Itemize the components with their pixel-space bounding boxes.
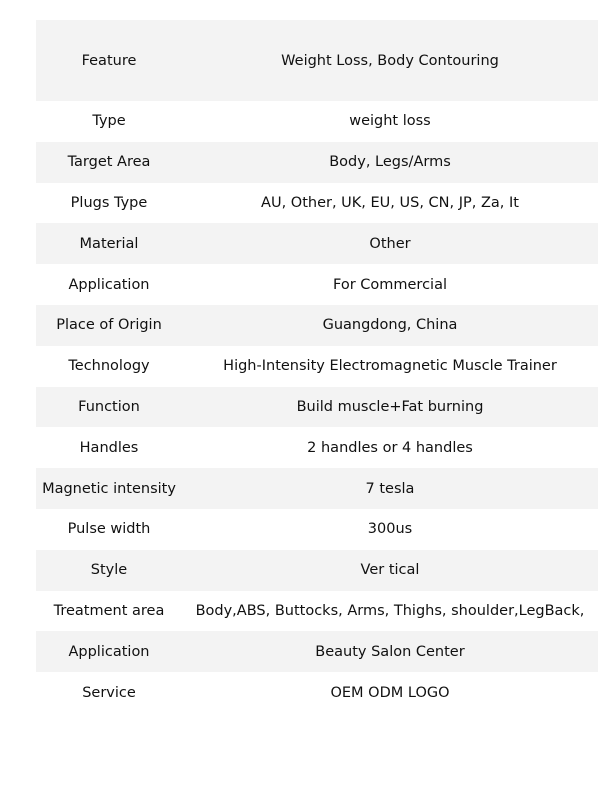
spec-label: Function bbox=[36, 387, 182, 428]
spec-label: Pulse width bbox=[67, 521, 151, 538]
table-row bbox=[36, 264, 598, 305]
table-row bbox=[36, 427, 598, 468]
table-row bbox=[36, 223, 598, 264]
spec-label: Target Area bbox=[36, 142, 182, 183]
table-row bbox=[36, 346, 598, 387]
spec-label: Feature bbox=[36, 20, 182, 101]
table-row bbox=[36, 387, 598, 428]
spec-label: Material bbox=[36, 223, 182, 264]
spec-label: Handles bbox=[79, 439, 139, 456]
table-row bbox=[36, 183, 598, 224]
spec-label: Application bbox=[68, 276, 150, 293]
spec-label: Technology bbox=[68, 358, 150, 375]
spec-value: Beauty Salon Center bbox=[182, 631, 598, 672]
spec-label: Service bbox=[82, 684, 136, 701]
table-row bbox=[36, 305, 598, 346]
specification-table bbox=[36, 20, 598, 713]
spec-value: High-Intensity Electromagnetic Muscle Trainer bbox=[223, 358, 557, 375]
spec-value: For Commercial bbox=[333, 276, 447, 293]
spec-label: Treatment area bbox=[53, 602, 165, 619]
spec-value: Build muscle+Fat burning bbox=[182, 387, 598, 428]
spec-value: Body,ABS, Buttocks, Arms, Thighs, shoulder,LegBack, bbox=[195, 602, 585, 619]
spec-label: Style bbox=[36, 550, 182, 591]
spec-value: Body, Legs/Arms bbox=[182, 142, 598, 183]
spec-label: Plugs Type bbox=[70, 194, 148, 211]
table-row bbox=[36, 591, 598, 632]
spec-value: OEM ODM LOGO bbox=[330, 684, 450, 701]
spec-value: 2 handles or 4 handles bbox=[307, 439, 473, 456]
spec-label: Type bbox=[92, 113, 126, 130]
spec-value: AU, Other, UK, EU, US, CN, JP, Za, It bbox=[261, 194, 519, 211]
spec-value: Weight Loss, Body Contouring bbox=[182, 20, 598, 101]
table-row bbox=[36, 631, 598, 672]
spec-value: 300us bbox=[367, 521, 413, 538]
table-row bbox=[36, 509, 598, 550]
table-row bbox=[36, 672, 598, 713]
table-row bbox=[36, 20, 598, 101]
table-row bbox=[36, 468, 598, 509]
spec-value: Other bbox=[182, 223, 598, 264]
table-row bbox=[36, 550, 598, 591]
spec-label: Application bbox=[36, 631, 182, 672]
table-row bbox=[36, 101, 598, 142]
table-row bbox=[36, 142, 598, 183]
spec-label: Magnetic intensity bbox=[36, 468, 182, 509]
spec-label: Place of Origin bbox=[36, 305, 182, 346]
spec-value: weight loss bbox=[349, 113, 431, 130]
spec-value: Ver tical bbox=[182, 550, 598, 591]
spec-value: Guangdong, China bbox=[182, 305, 598, 346]
spec-value: 7 tesla bbox=[182, 468, 598, 509]
